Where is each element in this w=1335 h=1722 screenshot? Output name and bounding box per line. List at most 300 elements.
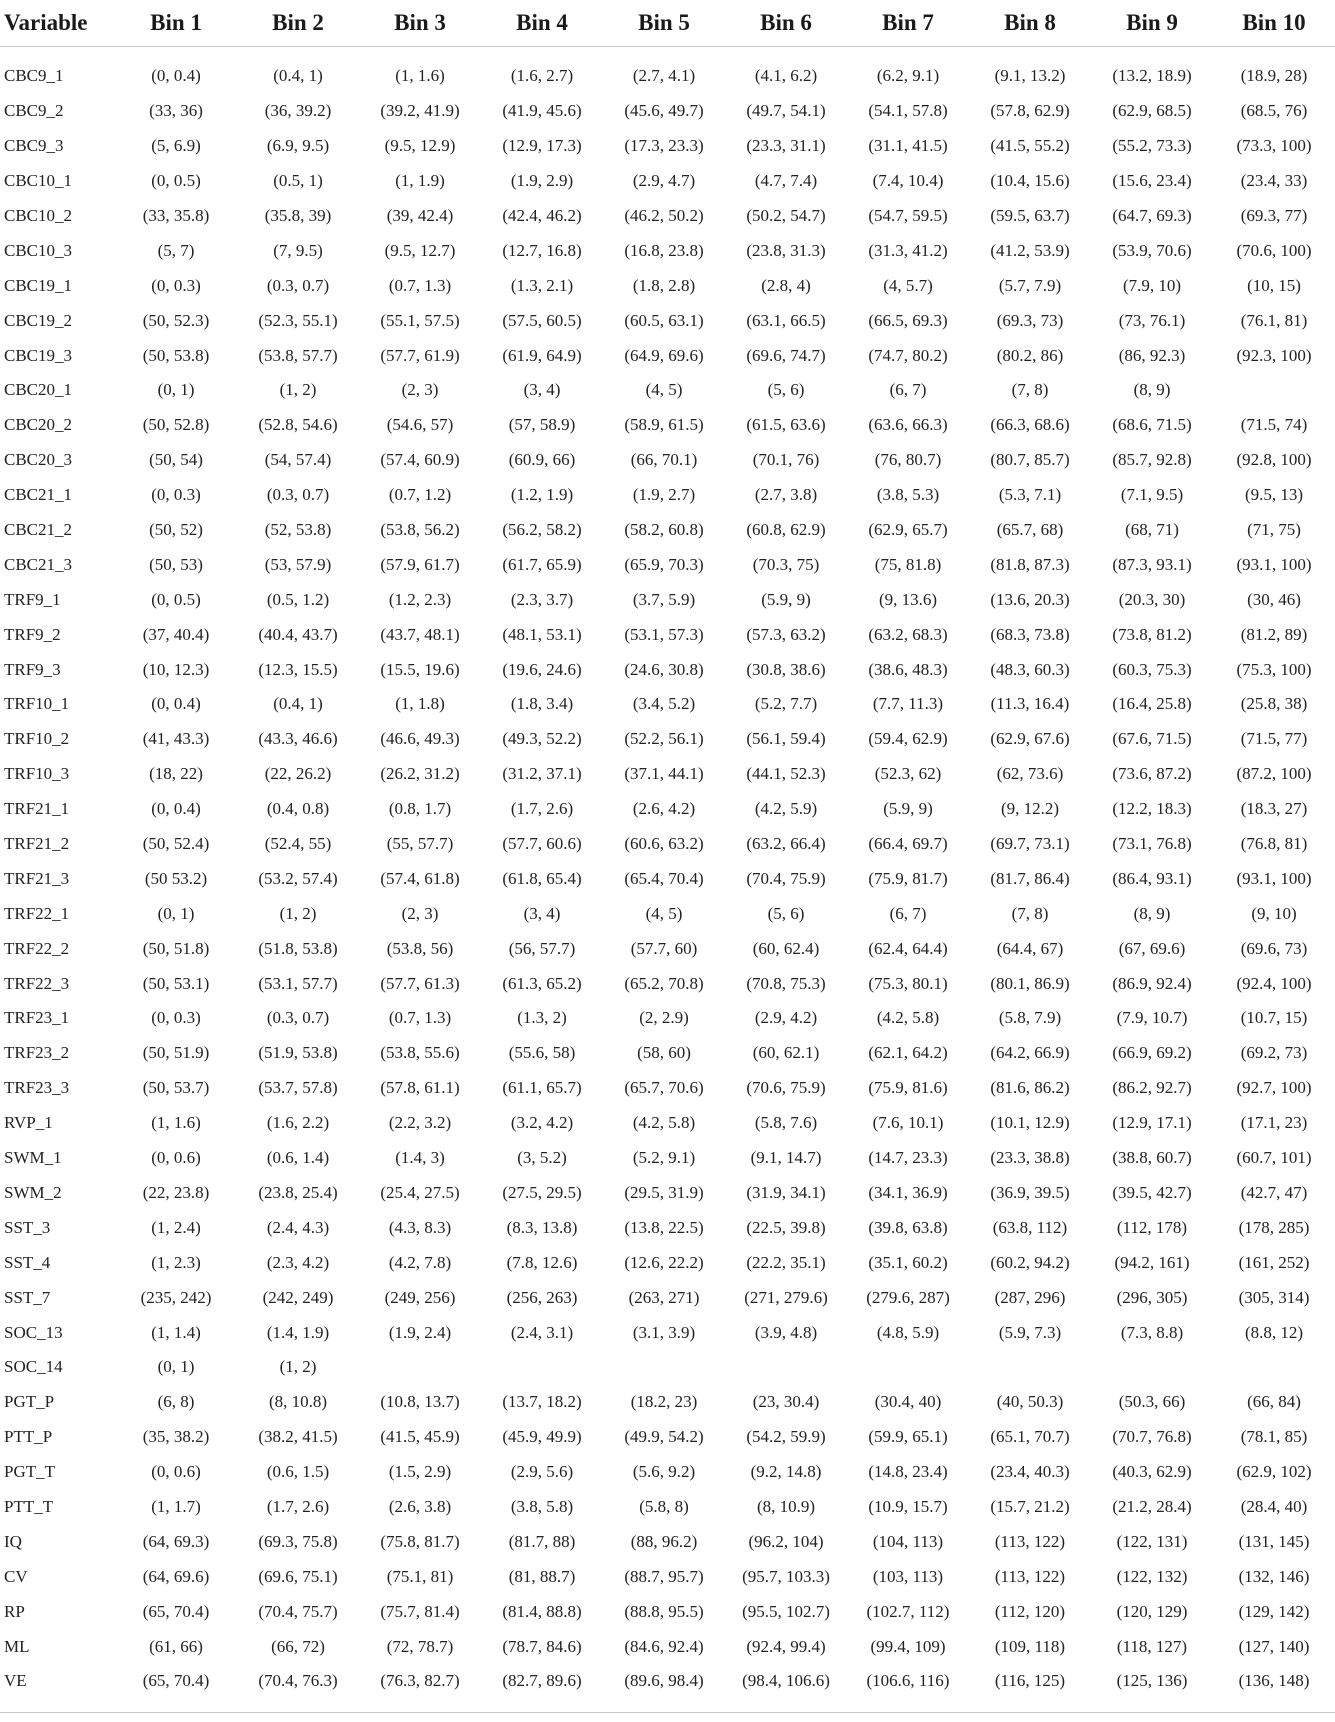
bin-cell: (73.1, 76.8) [1112, 834, 1192, 854]
bin-cell: (56.2, 58.2) [502, 520, 582, 540]
variable-cell: CBC20_2 [4, 415, 73, 435]
bin-cell: (14.7, 23.3) [868, 1148, 948, 1168]
bin-cell: (75.9, 81.6) [868, 1078, 948, 1098]
bin-cell: (0.5, 1.2) [266, 589, 330, 609]
table-row [0, 1210, 1335, 1245]
bin-cell [481, 1350, 603, 1385]
bin-cell: (18.3, 27) [1240, 799, 1308, 819]
bin-cell: (102.7, 112) [866, 1601, 950, 1621]
bin-cell: (61, 66) [149, 1636, 203, 1656]
bin-cell: (0, 0.5) [151, 589, 201, 609]
bin-cell: (4, 5) [645, 380, 683, 400]
bin-cell: (178, 285) [1238, 1217, 1310, 1237]
bin-cell: (53.1, 57.7) [258, 973, 338, 993]
bin-cell: (60.3, 75.3) [1112, 659, 1192, 679]
bin-cell: (0, 0.3) [151, 1008, 201, 1028]
bin-cell: (50, 53) [149, 554, 203, 574]
variable-cell: CBC19_3 [4, 345, 73, 365]
table-row [0, 1385, 1335, 1420]
bin-cell: (53.8, 55.6) [380, 1043, 460, 1063]
table-row [0, 268, 1335, 303]
bin-cell: (9.5, 12.7) [384, 240, 456, 260]
bin-cell: (7.9, 10) [1122, 275, 1182, 295]
bin-cell: (68.5, 76) [1240, 101, 1308, 121]
bin-cell: (7.3, 8.8) [1120, 1322, 1184, 1342]
bin-cell: (132, 146) [1238, 1566, 1310, 1586]
bin-cell: (65.2, 70.8) [624, 973, 704, 993]
bin-cell: (54.1, 57.8) [868, 101, 948, 121]
bin-cell: (62.9, 68.5) [1112, 101, 1192, 121]
bin-cell: (81.8, 87.3) [990, 554, 1070, 574]
column-header-bin-3: Bin 3 [359, 0, 481, 47]
bin-cell: (62.9, 65.7) [868, 520, 948, 540]
bin-cell: (86.4, 93.1) [1112, 868, 1192, 888]
bin-cell: (14.8, 23.4) [868, 1462, 948, 1482]
bin-cell: (54, 57.4) [264, 450, 332, 470]
bin-cell: (2.3, 4.2) [266, 1252, 330, 1272]
variable-cell: PTT_P [4, 1427, 53, 1447]
bin-cell: (305, 314) [1238, 1287, 1310, 1307]
bin-cell: (64.4, 67) [996, 938, 1064, 958]
bin-cell: (57.4, 61.8) [380, 868, 460, 888]
bin-cell: (3.9, 4.8) [754, 1322, 818, 1342]
bin-cell: (18.9, 28) [1240, 66, 1308, 86]
header-row [0, 0, 1335, 47]
bin-cell: (16.4, 25.8) [1112, 694, 1192, 714]
bin-cell: (9.5, 12.9) [384, 136, 456, 156]
bin-cell: (64.7, 69.3) [1112, 206, 1192, 225]
bin-cell: (112, 178) [1116, 1217, 1188, 1237]
bin-cell: (3.2, 4.2) [510, 1113, 574, 1133]
table-row [0, 1664, 1335, 1699]
bin-cell: (31.9, 34.1) [746, 1182, 826, 1202]
bin-cell: (63.2, 68.3) [868, 624, 948, 644]
bin-cell: (37.1, 44.1) [624, 764, 704, 784]
bin-cell: (82.7, 89.6) [502, 1671, 582, 1691]
bin-cell: (76.3, 82.7) [380, 1671, 460, 1691]
bin-cell: (5.9, 9) [883, 799, 933, 819]
bin-cell: (39.5, 42.7) [1112, 1182, 1192, 1202]
bin-cell: (15.6, 23.4) [1112, 171, 1192, 191]
bin-cell: (30.4, 40) [874, 1392, 942, 1412]
column-header-bin-5: Bin 5 [603, 0, 725, 47]
bin-cell: (66, 72) [271, 1636, 325, 1656]
bin-cell: (54.7, 59.5) [868, 206, 948, 225]
variable-cell: PGT_T [4, 1462, 55, 1482]
bin-cell: (271, 279.6) [744, 1287, 828, 1307]
bin-cell: (31.1, 41.5) [868, 136, 948, 156]
bin-cell: (0, 0.4) [151, 799, 201, 819]
bin-cell: (57.7, 61.9) [380, 345, 460, 365]
bin-cell: (2.8, 4) [761, 275, 811, 295]
table-header [0, 0, 1335, 47]
bin-cell: (72, 78.7) [386, 1636, 454, 1656]
bin-cell: (2, 2.9) [639, 1008, 689, 1028]
variable-cell: SOC_13 [4, 1322, 63, 1342]
bin-cell: (81.6, 86.2) [990, 1078, 1070, 1098]
bin-cell: (9, 12.2) [1000, 799, 1060, 819]
bin-cell: (256, 263) [506, 1287, 578, 1307]
variable-cell: CBC21_2 [4, 520, 73, 540]
bin-cell: (2.2, 3.2) [388, 1113, 452, 1133]
bin-cell: (161, 252) [1238, 1252, 1310, 1272]
bin-cell: (75, 81.8) [874, 554, 942, 574]
bin-cell: (1.9, 2.4) [388, 1322, 452, 1342]
bin-cell: (57.4, 60.9) [380, 450, 460, 470]
bin-cell: (52.3, 55.1) [258, 310, 338, 330]
bin-cell: (9, 10) [1251, 903, 1297, 923]
variable-cell: TRF10_1 [4, 694, 70, 714]
bin-cell: (36, 39.2) [264, 101, 332, 121]
bin-cell: (0, 0.6) [151, 1148, 201, 1168]
bin-cell: (81, 88.7) [508, 1566, 576, 1586]
bin-cell: (62.4, 64.4) [868, 938, 948, 958]
variable-cell: SST_3 [4, 1217, 51, 1237]
bin-cell: (50.3, 66) [1118, 1392, 1186, 1412]
bin-cell: (7.4, 10.4) [872, 171, 944, 191]
bin-cell: (60.2, 94.2) [990, 1252, 1070, 1272]
variable-cell: CBC20_3 [4, 450, 73, 470]
bin-cell: (6.9, 9.5) [266, 136, 330, 156]
bin-cell: (8.8, 12) [1244, 1322, 1304, 1342]
bin-cell: (48.3, 60.3) [990, 659, 1070, 679]
bin-cell: (0.3, 0.7) [266, 275, 330, 295]
bin-cell: (0, 1) [157, 380, 195, 400]
bin-cell: (5.9, 9) [761, 589, 811, 609]
bin-cell: (10.1, 12.9) [990, 1113, 1070, 1133]
bin-cell: (18, 22) [149, 764, 203, 784]
bin-cell: (70.3, 75) [752, 554, 820, 574]
variable-cell: CBC21_1 [4, 485, 73, 505]
bin-cell: (92.8, 100) [1236, 450, 1312, 470]
bin-cell: (31.3, 41.2) [868, 240, 948, 260]
bin-cell: (0.6, 1.4) [266, 1148, 330, 1168]
bin-cell: (10, 15) [1247, 275, 1301, 295]
bin-cell: (7.8, 12.6) [506, 1252, 578, 1272]
bin-cell: (0.8, 1.7) [388, 799, 452, 819]
bin-cell: (61.9, 64.9) [502, 345, 582, 365]
bin-cell: (279.6, 287) [866, 1287, 950, 1307]
bin-cell: (23.3, 31.1) [746, 136, 826, 156]
bin-cell: (16.8, 23.8) [624, 240, 704, 260]
table-row [0, 478, 1335, 513]
bin-cell: (57.8, 61.1) [380, 1078, 460, 1098]
variable-cell: IQ [4, 1531, 22, 1551]
bin-cell: (5, 7) [157, 240, 195, 260]
bin-cell: (71.5, 77) [1240, 729, 1308, 749]
bin-cell: (1, 1.6) [395, 66, 445, 86]
bin-cell: (3.8, 5.3) [876, 485, 940, 505]
bin-cell: (296, 305) [1116, 1287, 1188, 1307]
bin-cell: (76.8, 81) [1240, 834, 1308, 854]
bin-cell: (13.2, 18.9) [1112, 66, 1192, 86]
bin-cell: (52.3, 62) [874, 764, 942, 784]
bin-cell: (2.3, 3.7) [510, 589, 574, 609]
bin-cell: (1.4, 3) [395, 1148, 445, 1168]
bin-cell: (10.9, 15.7) [868, 1496, 948, 1516]
bin-cell: (63.1, 66.5) [746, 310, 826, 330]
bin-cell: (75.3, 100) [1236, 659, 1312, 679]
bin-cell: (21.2, 28.4) [1112, 1496, 1192, 1516]
bin-cell: (35, 38.2) [142, 1427, 210, 1447]
bin-cell: (78.1, 85) [1240, 1427, 1308, 1447]
header-spacer [0, 47, 1335, 60]
table-row [0, 687, 1335, 722]
bin-cell: (12.3, 15.5) [258, 659, 338, 679]
bin-cell: (103, 113) [872, 1566, 944, 1586]
bin-cell: (58, 60) [637, 1043, 691, 1063]
bin-cell: (122, 132) [1116, 1566, 1188, 1586]
bin-cell: (50, 51.9) [142, 1043, 210, 1063]
bin-cell: (50, 52.4) [142, 834, 210, 854]
bin-cell: (1.6, 2.7) [510, 66, 574, 86]
bin-cell: (41.9, 45.6) [502, 101, 582, 121]
bin-cell: (55.6, 58) [508, 1043, 576, 1063]
bin-cell: (5.8, 8) [639, 1496, 689, 1516]
bin-cell: (33, 36) [149, 101, 203, 121]
bin-cell: (0, 0.4) [151, 66, 201, 86]
bin-cell: (53.8, 56) [386, 938, 454, 958]
bin-cell: (7, 8) [1011, 380, 1049, 400]
bin-cell: (2, 3) [401, 903, 439, 923]
bin-cell: (67.6, 71.5) [1112, 729, 1192, 749]
bin-cell: (50, 52.3) [142, 310, 210, 330]
bin-cell: (26.2, 31.2) [380, 764, 460, 784]
table-row [0, 1524, 1335, 1559]
table-row [0, 1071, 1335, 1106]
bin-cell: (13.7, 18.2) [502, 1392, 582, 1412]
spacer-cell [0, 47, 1335, 60]
bin-cell: (5.6, 9.2) [632, 1462, 696, 1482]
bin-cell: (3, 5.2) [517, 1148, 567, 1168]
bin-cell: (4, 5.7) [883, 275, 933, 295]
bin-cell: (2, 3) [401, 380, 439, 400]
bin-cell: (52.2, 56.1) [624, 729, 704, 749]
bin-cell: (5.3, 7.1) [998, 485, 1062, 505]
bin-cell: (9.2, 14.8) [750, 1462, 822, 1482]
bin-cell: (42.4, 46.2) [502, 206, 582, 225]
bin-cell: (78.7, 84.6) [502, 1636, 582, 1656]
table-row [0, 94, 1335, 129]
bin-cell: (17.3, 23.3) [624, 136, 704, 156]
bin-cell [1091, 1350, 1213, 1385]
bin-cell: (73.3, 100) [1236, 136, 1312, 156]
bin-cell: (62, 73.6) [996, 764, 1064, 784]
bin-cell: (53.9, 70.6) [1112, 240, 1192, 260]
bin-cell: (35.1, 60.2) [868, 1252, 948, 1272]
bin-cell: (104, 113) [872, 1531, 944, 1551]
bin-cell: (56, 57.7) [508, 938, 576, 958]
bin-cell: (75.1, 81) [386, 1566, 454, 1586]
bin-cell: (46.2, 50.2) [624, 206, 704, 225]
bin-cell: (25.4, 27.5) [380, 1182, 460, 1202]
bin-cell: (2.6, 3.8) [388, 1496, 452, 1516]
bin-cell: (64, 69.3) [142, 1531, 210, 1551]
bin-cell: (63.8, 112) [992, 1217, 1068, 1237]
variable-cell: SST_7 [4, 1287, 51, 1307]
bin-cell: (80.2, 86) [996, 345, 1064, 365]
bin-cell: (53.1, 57.3) [624, 624, 704, 644]
table-row [0, 1280, 1335, 1315]
bin-cell: (69.7, 73.1) [990, 834, 1070, 854]
table-row [0, 1106, 1335, 1141]
bin-cell: (5, 6) [767, 903, 805, 923]
table-row [0, 1629, 1335, 1664]
bin-cell: (120, 129) [1116, 1601, 1188, 1621]
bin-cell: (2.4, 3.1) [510, 1322, 574, 1342]
bin-cell: (59.4, 62.9) [868, 729, 948, 749]
bin-cell: (15.5, 19.6) [380, 659, 460, 679]
variable-cell: TRF22_2 [4, 938, 70, 958]
bin-cell: (93.1, 100) [1236, 868, 1312, 888]
bin-cell: (40.4, 43.7) [258, 624, 338, 644]
bin-cell: (2.7, 3.8) [754, 485, 818, 505]
bin-cell: (89.6, 98.4) [624, 1671, 704, 1691]
table-row [0, 757, 1335, 792]
bin-cell: (9.1, 14.7) [750, 1148, 822, 1168]
bin-cell: (62.9, 67.6) [990, 729, 1070, 749]
variable-cell: SOC_14 [4, 1357, 63, 1377]
bin-cell: (0.4, 0.8) [266, 799, 330, 819]
bin-cell: (6, 7) [889, 903, 927, 923]
bin-cell: (6, 8) [157, 1392, 195, 1412]
bin-cell: (66.3, 68.6) [990, 415, 1070, 435]
bin-cell: (3.1, 3.9) [632, 1322, 696, 1342]
bin-cell: (127, 140) [1238, 1636, 1310, 1656]
bin-cell: (46.6, 49.3) [380, 729, 460, 749]
bin-cell: (65, 70.4) [142, 1671, 210, 1691]
bin-cell: (69.6, 73) [1240, 938, 1308, 958]
bin-cell: (0.5, 1) [273, 171, 323, 191]
variable-cell: TRF9_1 [4, 589, 61, 609]
bin-cell: (50, 53.7) [142, 1078, 210, 1098]
bin-cell: (61.8, 65.4) [502, 868, 582, 888]
bin-cell: (66, 70.1) [630, 450, 698, 470]
bin-cell: (66, 84) [1247, 1392, 1301, 1412]
bin-cell: (109, 118) [994, 1636, 1066, 1656]
bin-cell: (43.7, 48.1) [380, 624, 460, 644]
column-header-bin-9: Bin 9 [1091, 0, 1213, 47]
bin-cell: (92.7, 100) [1236, 1078, 1312, 1098]
table-row [0, 861, 1335, 896]
bin-cell: (70.6, 75.9) [746, 1078, 826, 1098]
bin-cell: (2.9, 5.6) [510, 1462, 574, 1482]
bin-cell: (37, 40.4) [142, 624, 210, 644]
bin-cell: (50 53.2) [144, 868, 208, 888]
bin-cell [1213, 1350, 1335, 1385]
bin-cell: (38.2, 41.5) [258, 1427, 338, 1447]
bin-cell: (12.2, 18.3) [1112, 799, 1192, 819]
bin-cell: (75.7, 81.4) [380, 1601, 460, 1621]
table-row [0, 373, 1335, 408]
bin-cell: (48.1, 53.1) [502, 624, 582, 644]
variable-cell: CV [4, 1566, 28, 1586]
bin-cell: (12.9, 17.1) [1112, 1113, 1192, 1133]
bin-cell: (1.7, 2.6) [510, 799, 574, 819]
bin-cell: (41.5, 45.9) [380, 1427, 460, 1447]
bin-cell: (81.7, 88) [508, 1531, 576, 1551]
bin-cell: (60.8, 62.9) [746, 520, 826, 540]
bin-cell: (64.2, 66.9) [990, 1043, 1070, 1063]
bin-cell: (94.2, 161) [1114, 1252, 1190, 1272]
bin-cell: (74.7, 80.2) [868, 345, 948, 365]
bin-cell: (53, 57.9) [264, 554, 332, 574]
bin-cell: (50, 54) [149, 450, 203, 470]
column-header-bin-7: Bin 7 [847, 0, 969, 47]
bin-cell: (7, 9.5) [273, 240, 323, 260]
bin-cell: (4.3, 8.3) [388, 1217, 452, 1237]
bin-cell: (50, 53.8) [142, 345, 210, 365]
bin-cell: (40, 50.3) [996, 1392, 1064, 1412]
bin-cell: (57.5, 60.5) [502, 310, 582, 330]
bin-cell: (60, 62.1) [752, 1043, 820, 1063]
bin-cell: (0.3, 0.7) [266, 1008, 330, 1028]
bin-cell: (42.7, 47) [1240, 1182, 1308, 1202]
bin-cell: (13.6, 20.3) [990, 589, 1070, 609]
variable-cell: CBC10_2 [4, 206, 73, 225]
bin-cell: (60.5, 63.1) [624, 310, 704, 330]
bin-cell: (1, 1.7) [151, 1496, 201, 1516]
bin-cell: (28.4, 40) [1240, 1496, 1308, 1516]
bin-cell: (69.3, 75.8) [258, 1531, 338, 1551]
bin-cell: (66.9, 69.2) [1112, 1043, 1192, 1063]
bin-cell: (10.7, 15) [1240, 1008, 1308, 1028]
bin-cell: (92.4, 99.4) [746, 1636, 826, 1656]
bin-cell: (0.6, 1.5) [266, 1462, 330, 1482]
bin-cell: (43.3, 46.6) [258, 729, 338, 749]
bin-cell: (35.8, 39) [264, 206, 332, 225]
variable-cell: ML [4, 1636, 30, 1656]
bin-cell: (57.7, 60) [630, 938, 698, 958]
table-row [0, 792, 1335, 827]
bin-cell: (0.7, 1.2) [388, 485, 452, 505]
bin-cell: (8, 9) [1133, 903, 1171, 923]
variable-cell: CBC10_3 [4, 240, 73, 260]
bin-cell: (31.2, 37.1) [502, 764, 582, 784]
bin-cell: (65, 70.4) [142, 1601, 210, 1621]
bin-cell: (242, 249) [262, 1287, 334, 1307]
bin-cell: (39.2, 41.9) [380, 101, 460, 121]
bin-cell: (53.2, 57.4) [258, 868, 338, 888]
bin-cell: (23.3, 38.8) [990, 1148, 1070, 1168]
table-row [0, 1490, 1335, 1525]
bin-cell: (58.9, 61.5) [624, 415, 704, 435]
bin-cell: (4.2, 5.8) [632, 1113, 696, 1133]
bin-cell [725, 1350, 847, 1385]
bin-cell: (66.5, 69.3) [868, 310, 948, 330]
bin-cell: (38.6, 48.3) [868, 659, 948, 679]
bin-cell: (125, 136) [1116, 1671, 1188, 1691]
bin-cell: (0, 0.4) [151, 694, 201, 714]
table-row [0, 652, 1335, 687]
bin-cell: (69.3, 77) [1240, 206, 1308, 225]
table-row [0, 547, 1335, 582]
bin-cell: (69.6, 74.7) [746, 345, 826, 365]
bin-cell: (6, 7) [889, 380, 927, 400]
bin-cell: (23.8, 25.4) [258, 1182, 338, 1202]
bin-cell: (22.5, 39.8) [746, 1217, 826, 1237]
bin-cell: (287, 296) [994, 1287, 1066, 1307]
bin-cell: (50, 52) [149, 520, 203, 540]
bin-cell: (70.4, 75.9) [746, 868, 826, 888]
column-header-bin-10: Bin 10 [1213, 0, 1335, 47]
bin-cell: (80.1, 86.9) [990, 973, 1070, 993]
bin-cell: (65.4, 70.4) [624, 868, 704, 888]
bin-cell: (4.8, 5.9) [876, 1322, 940, 1342]
table-row [0, 722, 1335, 757]
bin-cell: (5.8, 7.6) [754, 1113, 818, 1133]
bin-cell: (36.9, 39.5) [990, 1182, 1070, 1202]
